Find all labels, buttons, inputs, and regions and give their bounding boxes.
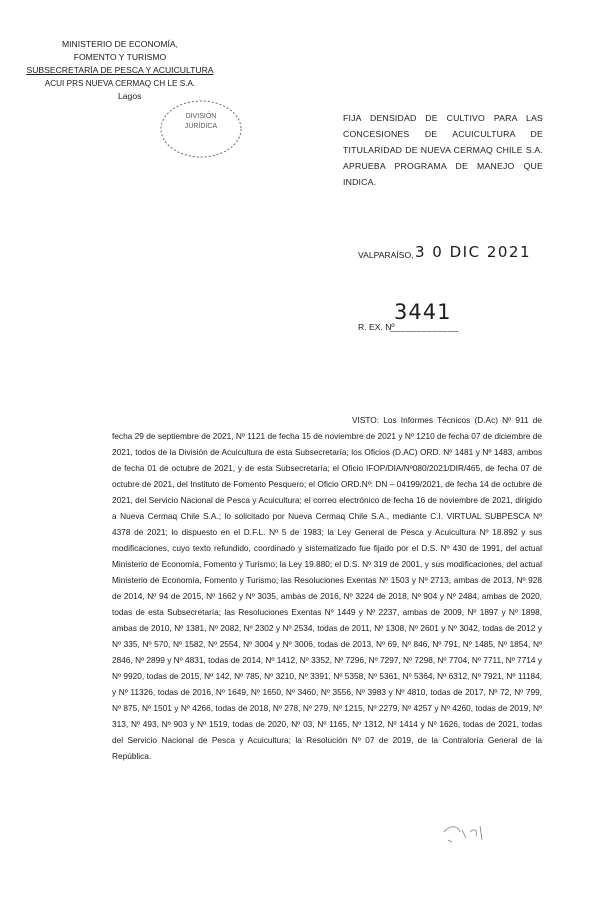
stamp-line-2: JURÍDICA xyxy=(184,123,218,130)
ministry-line-1: MINISTERIO DE ECONOMÍA, xyxy=(61,39,179,49)
resolution-number: 3441 xyxy=(394,300,452,324)
city-line: Lagos xyxy=(118,91,142,101)
document-header xyxy=(0,38,240,103)
subsecretaria-line: SUBSECRETARÍA DE PESCA Y ACUICULTURA xyxy=(26,65,214,75)
ministry-line-2: FOMENTO Y TURISMO xyxy=(73,52,167,62)
visto-paragraph: VISTO: Los Informes Técnicos (D.Ac) Nº 911 de fecha 29 de septiembre de 2021, Nº 1121 de fecha 15 de noviembre de 2021 y Nº 1210 de fecha 07 de diciembre de 2021, todos de la División de Acuicultura de esta Subsecretaría; los Oficios (D.AC) ORD. Nº 1481 y Nº 1483, ambos de fecha 01 de octubre de 2021, y de esta Subsecretaría; el Oficio IFOP/DIA/Nº080/2021/DIR/465, de fecha 07 de octubre de 2021, del Instituto de Fomento Pesquero; el Oficio ORD.Nº: DN – 04199/2021, de fecha 14 de octubre de 2021, del Servicio Nacional de Pesca y Acuicultura; el correo electrónico de fecha 16 de noviembre de 2021, dirigido a Nueva Cermaq Chile S.A.; lo solicitado por Nueva Cermaq Chile S.A., mediante C.I. VIRTUAL SUBPESCA Nº 4378 de 2021; lo dispuesto en el D.F.L. Nº 5 de 1983; la Ley General de Pesca y Acuicultura Nº 18.892 y sus modificaciones, cuyo texto refundido, coordinado y sistematizado fue fijado por el D.S. Nº 430 de 1991, del actual Ministerio de Economía, Fomento y Turismo; la Ley 19.880; el D.S. Nº 319 de 2001, y sus modificaciones, del actual Ministerio de Economía, Fomento y Turismo; las Resoluciones Exentas Nº 1503 y Nº 2713, ambas de 2013, Nº 928 de 2014, Nº 94 de 2015, Nº 1662 y Nº 3035, ambas de 2016, Nº 3224 de 2018, Nº 904 y Nº 2484, ambas de 2020, todas de esta Subsecretaría; las Resoluciones Exentas Nº 1449 y Nº 2237, ambas de 2009, Nº 1897 y Nº 1898, ambas de 2010, Nº 1381, Nº 2082, Nº 2302 y Nº 2534, todas de 2011, Nº 1308, Nº 2601 y Nº 3042, todas de 2012 y Nº 335, Nº 570, Nº 1582, Nº 2554, Nº 3004 y Nº 3006, todas de 2013, Nº 69, Nº 846, Nº 791, Nº 1485, Nº 1854, Nº 2846, Nº 2899 y Nº 4831, todas de 2014, Nº 1412, Nº 3352, Nº 7296, Nº 7297, Nº 7298, Nº 7704, Nº 7711, Nº 7714 y Nº 9920, todas de 2015, Nº 142, Nº 785, Nº 3210, Nº 3391, Nº 5358, Nº 5361, Nº 5364, Nº 6312, Nº 7921, Nº 11184, y Nº 11326, todas de 2016, Nº 1649, Nº 1650, Nº 3460, Nº 3556, Nº 3983 y Nº 4810, todas de 2017, Nº 72, Nº 799, Nº 875, Nº 1501 y Nº 4266, todas de 2018, Nº 278, Nº 279, Nº 1215, Nº 2279, Nº 4257 y Nº 4260, todas de 2019, Nº 313, Nº 493, Nº 903 y Nº 1519, todas de 2020, Nº 03, Nº 1165, Nº 1312, Nº 1414 y Nº 1626, todas de 2021, todas del Servicio Nacional de Pesca y Acuicultura; la Resolución Nº 07 de 2019, de la Contraloría General de la República. xyxy=(112,415,542,761)
date-stamp: 3 0 DIC 2021 xyxy=(415,243,532,261)
signature-mark xyxy=(436,818,496,848)
place-label: VALPARAÍSO, xyxy=(358,250,414,260)
division-juridica-stamp xyxy=(158,98,244,160)
reference-line: ACUI PRS NUEVA CERMAQ CH LE S.A. xyxy=(44,79,196,88)
stamp-line-1: DIVISIÓN xyxy=(185,113,217,120)
resolution-title: FIJA DENSIDAD DE CULTIVO PARA LAS CONCESIONES DE ACUICULTURA DE TITULARIDAD DE NUEVA CERMAQ CHILE S.A. APRUEBA PROGRAMA DE MANEJO QUE INDICA. xyxy=(343,113,543,187)
resolution-label: R. EX. Nº xyxy=(358,322,395,332)
resolution-underline: _____________ xyxy=(390,322,459,332)
